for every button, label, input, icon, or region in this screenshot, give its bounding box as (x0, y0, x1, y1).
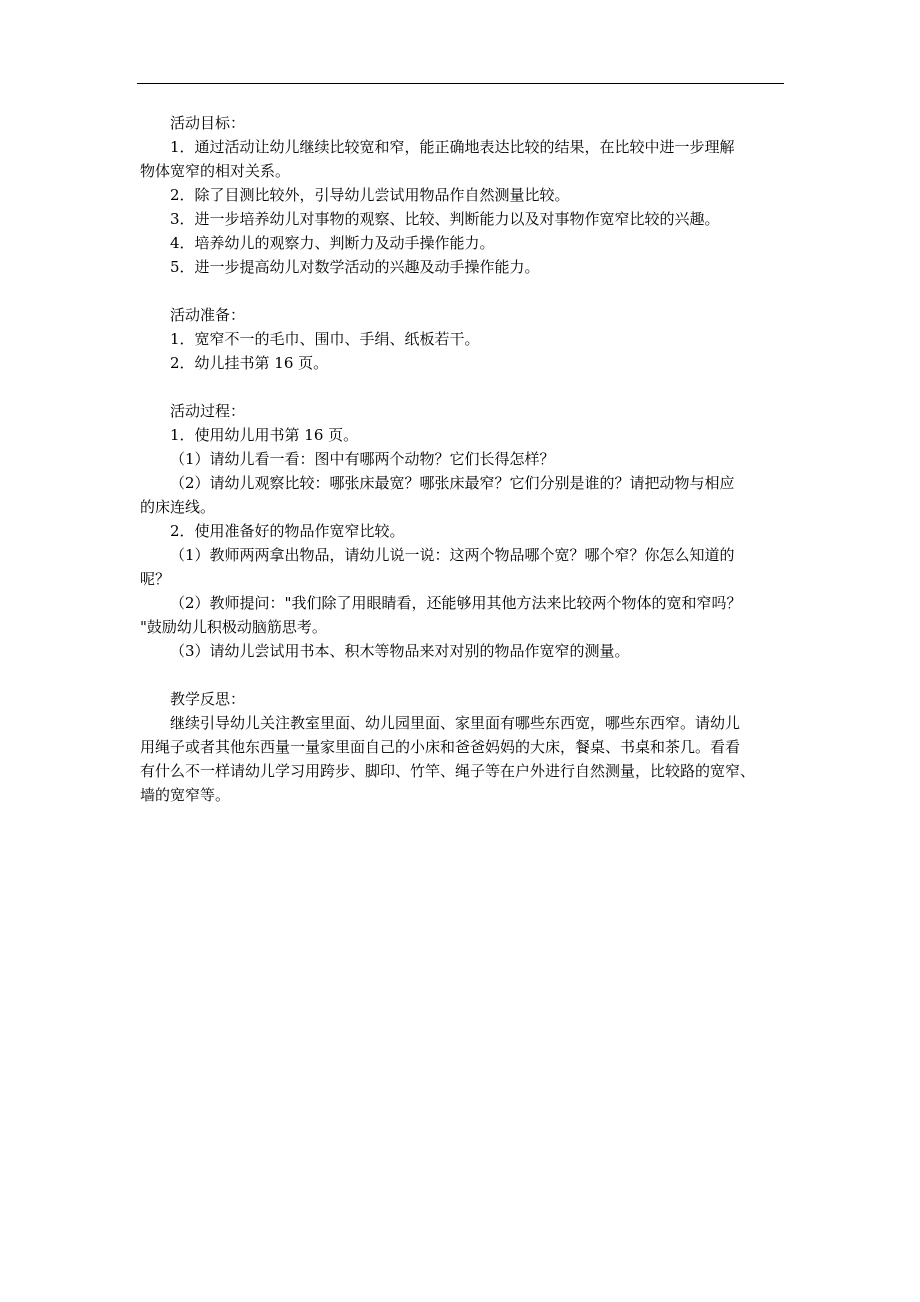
process-step-2: 2．使用准备好的物品作宽窄比较。 (170, 522, 405, 540)
section-gap (140, 375, 788, 399)
document-body (140, 111, 788, 807)
header-rule (137, 83, 784, 84)
process-step-1-sub-2-line2: 的床连线。 (140, 498, 216, 516)
process-step-1: 1．使用幼儿用书第 16 页。 (170, 426, 359, 444)
goal-item-4: 4．培养幼儿的观察力、判断力及动手操作能力。 (170, 234, 495, 252)
reflection-line-2: 用绳子或者其他东西量一量家里面自己的小床和爸爸妈妈的大床，餐桌、书桌和茶几。看看 (140, 738, 741, 756)
process-step-2-sub-1-line2: 呢？ (140, 570, 171, 588)
process-step-2-sub-1-line1: （1）教师两两拿出物品，请幼儿说一说：这两个物品哪个宽？哪个窄？你怎么知道的 (170, 546, 735, 564)
process-step-1-sub-1: （1）请幼儿看一看：图中有哪两个动物？它们长得怎样？ (170, 450, 555, 468)
reflection-line-4: 墙的宽窄等。 (140, 786, 231, 804)
reflection-line-3: 有什么不一样请幼儿学习用跨步、脚印、竹竿、绳子等在户外进行自然测量，比较路的宽窄、 (140, 762, 756, 780)
reflection-line-1: 继续引导幼儿关注教室里面、幼儿园里面、家里面有哪些东西宽，哪些东西窄。请幼儿 (170, 714, 741, 732)
reflection-heading: 教学反思： (170, 690, 246, 708)
preparation-item-2: 2．幼儿挂书第 16 页。 (170, 354, 329, 372)
goal-item-1-line2: 物体宽窄的相对关系。 (140, 162, 291, 180)
process-step-1-sub-2-line1: （2）请幼儿观察比较：哪张床最宽？哪张床最窄？它们分别是谁的？请把动物与相应 (170, 474, 735, 492)
process-step-2-sub-2-line2: "鼓励幼儿积极动脑筋思考。 (140, 618, 327, 636)
section-gap (140, 663, 788, 687)
goal-item-2: 2．除了目测比较外，引导幼儿尝试用物品作自然测量比较。 (170, 186, 570, 204)
preparation-item-1: 1．宽窄不一的毛巾、围巾、手绢、纸板若干。 (170, 330, 480, 348)
process-step-2-sub-2-line1: （2）教师提问："我们除了用眼睛看，还能够用其他方法来比较两个物体的宽和窄吗？ (170, 594, 742, 612)
section-gap (140, 279, 788, 303)
process-heading: 活动过程： (170, 402, 246, 420)
preparation-heading: 活动准备： (170, 306, 246, 324)
goal-item-3: 3．进一步培养幼儿对事物的观察、比较、判断能力以及对事物作宽窄比较的兴趣。 (170, 210, 720, 228)
goals-heading: 活动目标： (170, 114, 246, 132)
goal-item-1-line1: 1．通过活动让幼儿继续比较宽和窄，能正确地表达比较的结果，在比较中进一步理解 (170, 138, 735, 156)
goal-item-5: 5．进一步提高幼儿对数学活动的兴趣及动手操作能力。 (170, 258, 540, 276)
process-step-2-sub-3: （3）请幼儿尝试用书本、积木等物品来对对别的物品作宽窄的测量。 (170, 642, 630, 660)
